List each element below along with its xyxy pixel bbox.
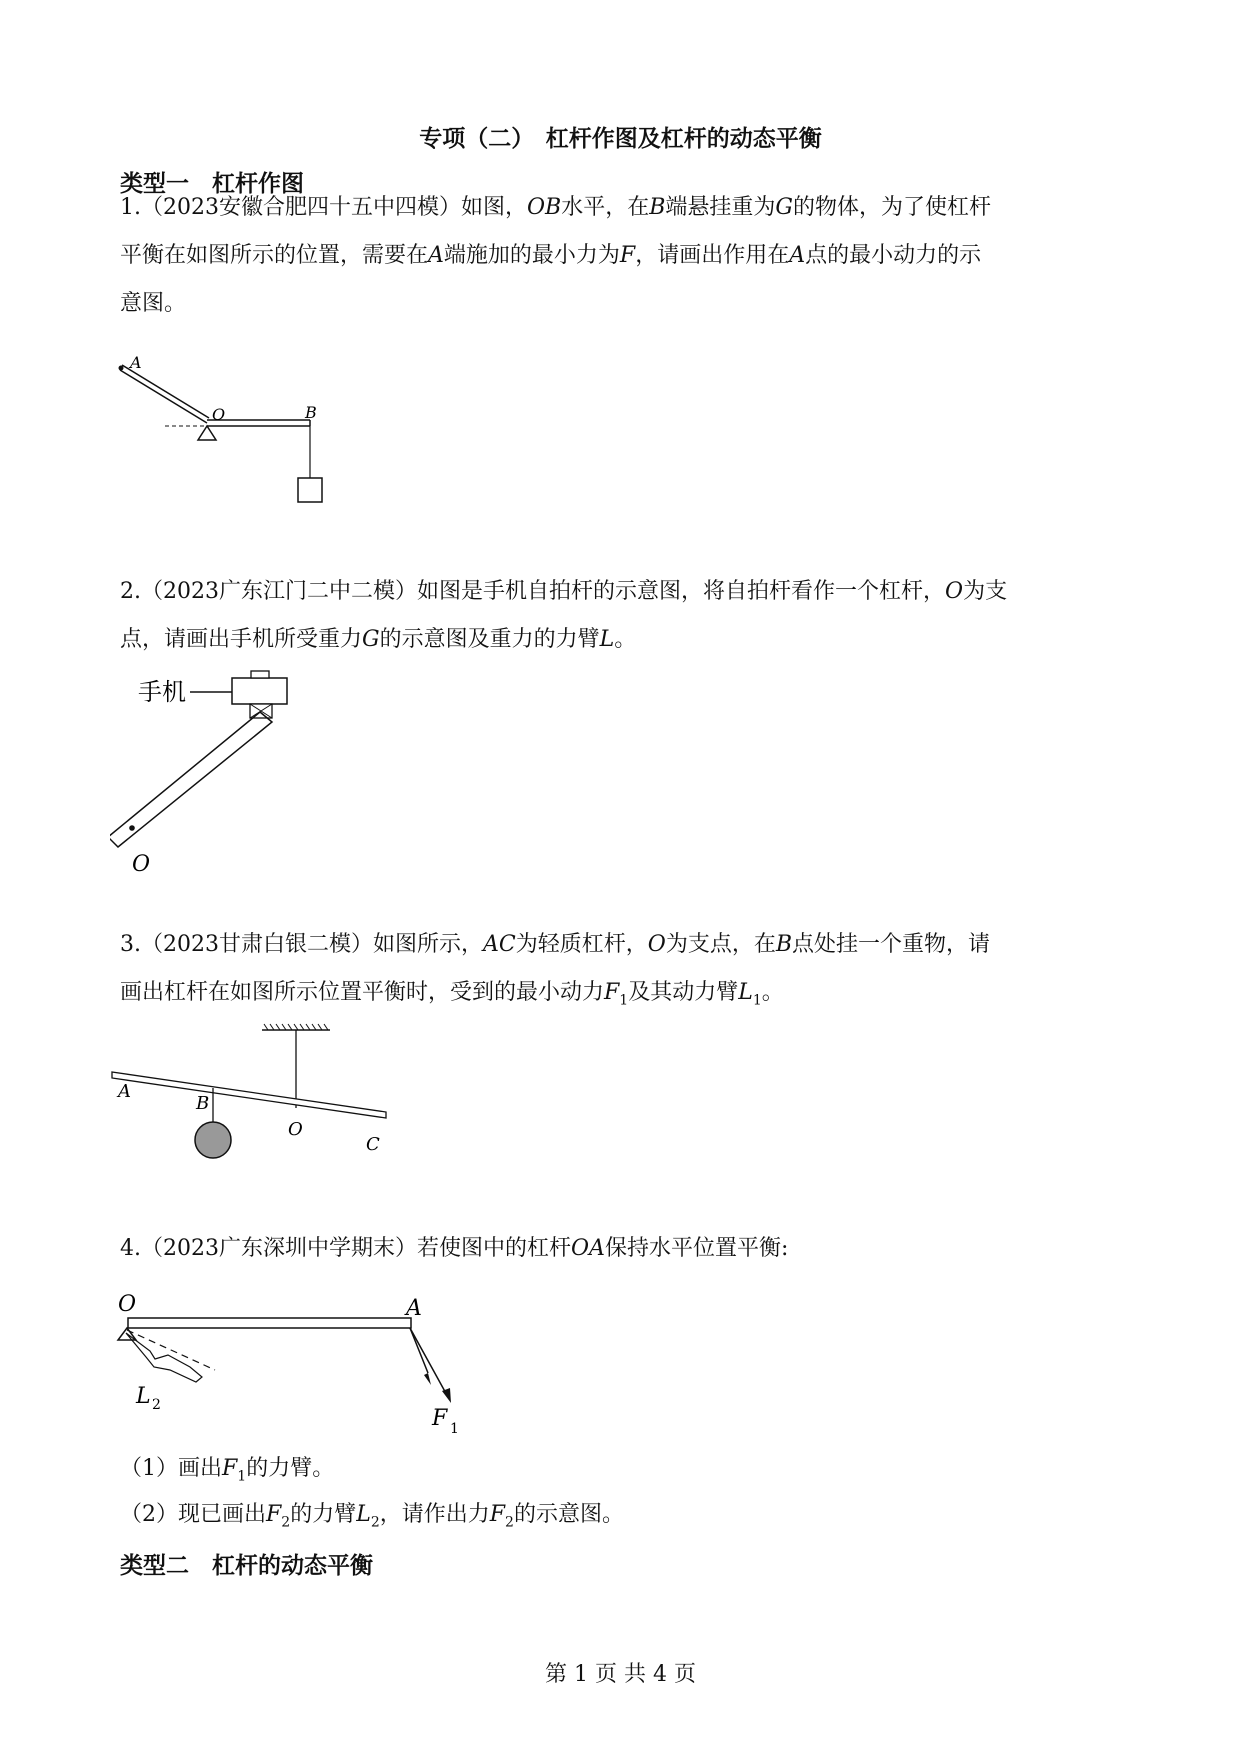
lever-arm-oa: [120, 370, 207, 423]
figure-lever-q4: [110, 1285, 470, 1445]
question-2-line-1: [120, 568, 1120, 616]
label-l2-subscript: 2: [152, 1397, 161, 1413]
phone-button: [251, 671, 269, 678]
var: O: [945, 579, 964, 604]
label-phone: 手机: [138, 678, 186, 706]
text: 保持水平位置平衡:: [604, 1236, 789, 1261]
var: L: [738, 980, 753, 1005]
phone-body: [232, 678, 287, 704]
text: ，请画出作用在: [635, 243, 790, 268]
text: 如图，: [461, 195, 528, 220]
text: 点，请画出手机所受重力: [120, 627, 363, 652]
figure-selfie-stick-q2: [110, 660, 310, 875]
question-source: （2023广东深圳中学期末）: [141, 1236, 417, 1261]
force-f1-arrowhead: [424, 1373, 431, 1385]
var: L: [356, 1502, 371, 1527]
label-o: O: [118, 1292, 137, 1317]
var: A: [428, 243, 444, 268]
text: 如图所示，: [373, 932, 484, 957]
figure-lever-q3: [110, 1020, 400, 1170]
var: F: [266, 1502, 282, 1527]
question-3-line-2: [120, 969, 1120, 1024]
question-3-line-1: [120, 921, 1120, 969]
point-a: [119, 366, 124, 371]
subscript: 1: [237, 1468, 247, 1485]
force-f1: [410, 1328, 448, 1397]
weight-block: [298, 478, 322, 502]
subscript: 2: [281, 1514, 291, 1531]
ceiling-hatch: [264, 1024, 328, 1030]
label-o: O: [288, 1119, 303, 1140]
text: 的物体，为了使杠杆: [793, 195, 992, 220]
label-c: C: [366, 1134, 380, 1155]
var: F: [619, 243, 636, 268]
text: 端悬挂重为: [665, 195, 776, 220]
text: 的力臂: [290, 1502, 357, 1527]
label-a: A: [118, 1081, 131, 1102]
text: 如图是手机自拍杆的示意图，将自拍杆看作一个杠杆，: [417, 579, 946, 604]
text: 的示意图及重力的力臂: [379, 627, 600, 652]
label-o: O: [132, 852, 151, 875]
question-1-line-3: 意图。: [120, 291, 187, 316]
force-f1-line: [410, 1328, 428, 1373]
text: 。: [761, 980, 784, 1005]
question-source: （2023安徽合肥四十五中四模）: [141, 195, 461, 220]
question-2-line-2: [120, 616, 1120, 664]
var: F: [489, 1502, 506, 1527]
var: F: [222, 1456, 238, 1481]
label-f1: F: [432, 1406, 448, 1431]
question-4-sub-2: [120, 1491, 1120, 1546]
var: OA: [571, 1236, 605, 1261]
page-title: 专项（二） 杠杆作图及杠杆的动态平衡: [419, 125, 822, 152]
var: O: [647, 932, 666, 957]
label-b: B: [305, 403, 317, 422]
text: 。: [614, 627, 637, 652]
var: L: [599, 627, 615, 652]
text: 为支: [963, 579, 1008, 604]
text: 平衡在如图所示的位置，需要在: [120, 243, 429, 268]
pivot-point-o: [129, 825, 135, 831]
var: OB: [527, 195, 562, 220]
text: 的力臂。: [246, 1456, 335, 1481]
label-a: A: [130, 353, 142, 372]
question-number: 3.: [120, 932, 141, 957]
fulcrum-triangle: [198, 426, 216, 440]
subscript: 2: [370, 1514, 380, 1531]
text: 若使图中的杠杆: [417, 1236, 572, 1261]
lever-arm-l2-bracket: [126, 1333, 202, 1382]
lever-ac: [112, 1072, 386, 1118]
hanging-ball: [195, 1122, 231, 1158]
label-b: B: [196, 1093, 210, 1114]
lever-arm-oa: [122, 365, 209, 418]
text: （1）画出: [120, 1456, 222, 1481]
section-heading-type2: 类型二 杠杆的动态平衡: [120, 1552, 373, 1579]
text: 为支点，在: [665, 932, 776, 957]
label-o: O: [212, 405, 226, 424]
subscript: 1: [619, 992, 629, 1009]
question-number: 2.: [120, 579, 141, 604]
label-f1-subscript: 1: [450, 1421, 459, 1437]
question-source: （2023广东江门二中二模）: [141, 579, 417, 604]
figure-lever-q1: [110, 350, 350, 510]
text: 端施加的最小力为: [443, 243, 620, 268]
section-heading-type1: 类型一 杠杆作图: [120, 170, 304, 197]
arrow-icon: [442, 1388, 451, 1403]
question-number: 1.: [120, 195, 141, 220]
label-a: A: [406, 1296, 422, 1321]
subscript: 2: [505, 1514, 514, 1531]
var: AC: [483, 932, 516, 957]
question-number: 4.: [120, 1236, 141, 1261]
text: 及其动力臂: [628, 980, 739, 1005]
text: 点处挂一个重物，请: [792, 932, 991, 957]
text: 为轻质杠杆，: [515, 932, 648, 957]
question-1-line-1: [120, 184, 1120, 232]
text: 点的最小动力的示: [805, 243, 982, 268]
text: 画出杠杆在如图所示位置平衡时，受到的最小动力: [120, 980, 605, 1005]
question-4-line-1: [120, 1225, 1120, 1273]
text: （2）现已画出: [120, 1502, 266, 1527]
lever-oa: [128, 1318, 411, 1328]
var: A: [789, 243, 806, 268]
var: G: [362, 627, 380, 652]
question-1-line-2: [120, 232, 1120, 280]
text: 水平，在: [561, 195, 650, 220]
var: B: [649, 195, 666, 220]
page-footer: 第 1 页 共 4 页: [545, 1662, 696, 1687]
subscript: 1: [752, 992, 762, 1009]
question-source: （2023甘肃白银二模）: [141, 932, 373, 957]
var: F: [604, 980, 620, 1005]
var: B: [775, 932, 792, 957]
text: ，请作出力: [379, 1502, 490, 1527]
label-l2: L: [136, 1384, 151, 1409]
var: G: [775, 195, 793, 220]
text: 的示意图。: [513, 1502, 624, 1527]
